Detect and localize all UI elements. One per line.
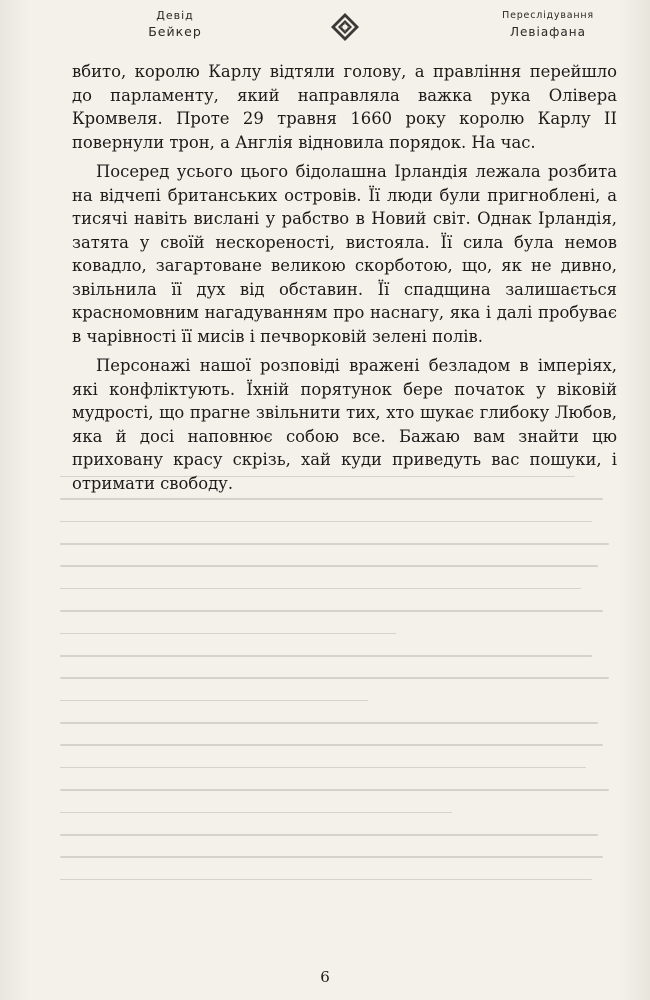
- paragraph-1: вбито, королю Карлу відтяли голову, а правління перейшло до парламенту, який направляла важка рука Олівера Кромвеля. Проте 29 травня 1660 року королю Карлу II повернули трон, а Англія відновила порядок. На час.: [72, 62, 617, 152]
- header-author-first: Девід: [156, 9, 194, 22]
- main-text: [72, 60, 617, 495]
- paragraph-2: Посеред усього цього бідолашна Ірландія лежала розбита на відчепі британських островів. Її люди були пригноблені, а тисячі навіть вислані у рабство в Новий світ. Однак Ірландія, затята у своїй нескореності, вистояла. Її сила була немов ковадло, загартоване великою скорботою, що, як не дивно, звільнила її дух від обставин. Її спадщина залишається красномовним нагадуванням про наснагу, яка і далі пробуває в чарівності її мисів і печворковій зелені полів.: [72, 162, 617, 346]
- header-book-title: [478, 8, 618, 40]
- header-title-line2: Левіафана: [510, 25, 586, 39]
- diamond-ornament-icon: [331, 13, 359, 41]
- show-through-from-reverse: [60, 455, 620, 885]
- header-author-last: Бейкер: [148, 24, 202, 39]
- page-number: 6: [320, 968, 330, 986]
- header-author: [120, 8, 230, 40]
- running-header: [0, 8, 650, 48]
- header-title-line1: Переслідування: [502, 10, 594, 21]
- paragraph-3: Персонажі нашої розповіді вражені безладом в імперіях, які конфліктують. Їхній порятунок бере початок у віковій мудрості, що прагне звільнити тих, хто шукає глибоку Любов, яка й досі наповнює собою все. Бажаю вам знайти цю приховану красу скрізь, хай куди приведуть вас пошуки, і отримати свободу.: [72, 356, 617, 493]
